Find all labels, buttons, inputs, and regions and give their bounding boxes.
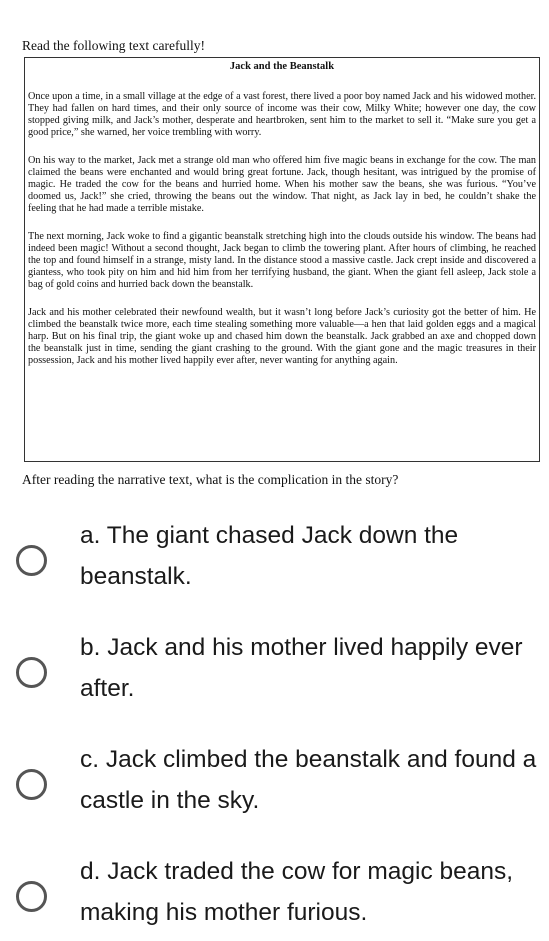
passage-paragraph: Once upon a time, in a small village at the edge of a vast forest, there lived a poor boy named Jack and his widowed mother. They had fallen on hard times, and their only source of income was their cow, Milky White; however one day, the cow stopped giving milk, and Jack’s mother, desperate and heartbroken, sent him to the market to sell it. “Make sure you get a good price,” she warned, her voice trembling with worry. [28, 91, 536, 138]
passage-paragraph: The next morning, Jack woke to find a gigantic beanstalk stretching high into the clouds outside his window. The beans had indeed been magic! Without a second thought, Jack began to climb the towering plant. After hours of climbing, he reached the top and found himself in a strange, misty land. In the distance stood a massive castle. Jack crept inside and discovered a giantess, who took pity on him and hid him from her terrifying husband, the giant. When the giant fell asleep, Jack stole a bag of gold coins and hurried back down the beanstalk. [28, 231, 536, 290]
passage-title: Jack and the Beanstalk [229, 61, 335, 72]
option-a-label[interactable]: a. The giant chased Jack down the beanstalk. [80, 522, 459, 590]
option-d-label[interactable]: d. Jack traded the cow for magic beans, making his mother furious. [80, 858, 514, 926]
radio-button-b[interactable] [16, 657, 47, 688]
question-text: After reading the narrative text, what is the complication in the story? [22, 472, 399, 487]
passage-box [24, 57, 540, 462]
radio-button-a[interactable] [16, 545, 47, 576]
instruction-text: Read the following text carefully! [22, 38, 205, 53]
passage-paragraph: On his way to the market, Jack met a strange old man who offered him five magic beans in exchange for the cow. The man claimed the beans were enchanted and would bring great fortune. Jack, though hesitant, was intrigued by the promise of magic. He traded the cow for the beans and hurried home. When his mother saw the beans, she was furious. “You’ve doomed us, Jack!” she cried, throwing the beans out the window. That night, as Jack lay in bed, he couldn’t shake the feeling that he had made a terrible mistake. [28, 155, 536, 214]
option-b[interactable] [0, 627, 549, 717]
option-b-label[interactable]: b. Jack and his mother lived happily ever after. [80, 634, 523, 702]
option-c-label[interactable]: c. Jack climbed the beanstalk and found a castle in the sky. [80, 746, 537, 814]
option-a[interactable] [0, 515, 549, 605]
passage-paragraph: Jack and his mother celebrated their newfound wealth, but it wasn’t long before Jack’s curiosity got the better of him. He climbed the beanstalk twice more, each time stealing something more valuable—a hen that laid golden eggs and a magical harp. But on his final trip, the giant woke up and chased him down the beanstalk. Jack grabbed an axe and chopped down the beanstalk just in time, sending the giant crashing to the ground. With the giant gone and the magic treasures in their possession, Jack and his mother lived happily ever after, never wanting for anything again. [28, 307, 536, 366]
radio-button-d[interactable] [16, 881, 47, 912]
radio-button-c[interactable] [16, 769, 47, 800]
option-c[interactable] [0, 739, 549, 829]
option-d[interactable] [0, 851, 549, 941]
